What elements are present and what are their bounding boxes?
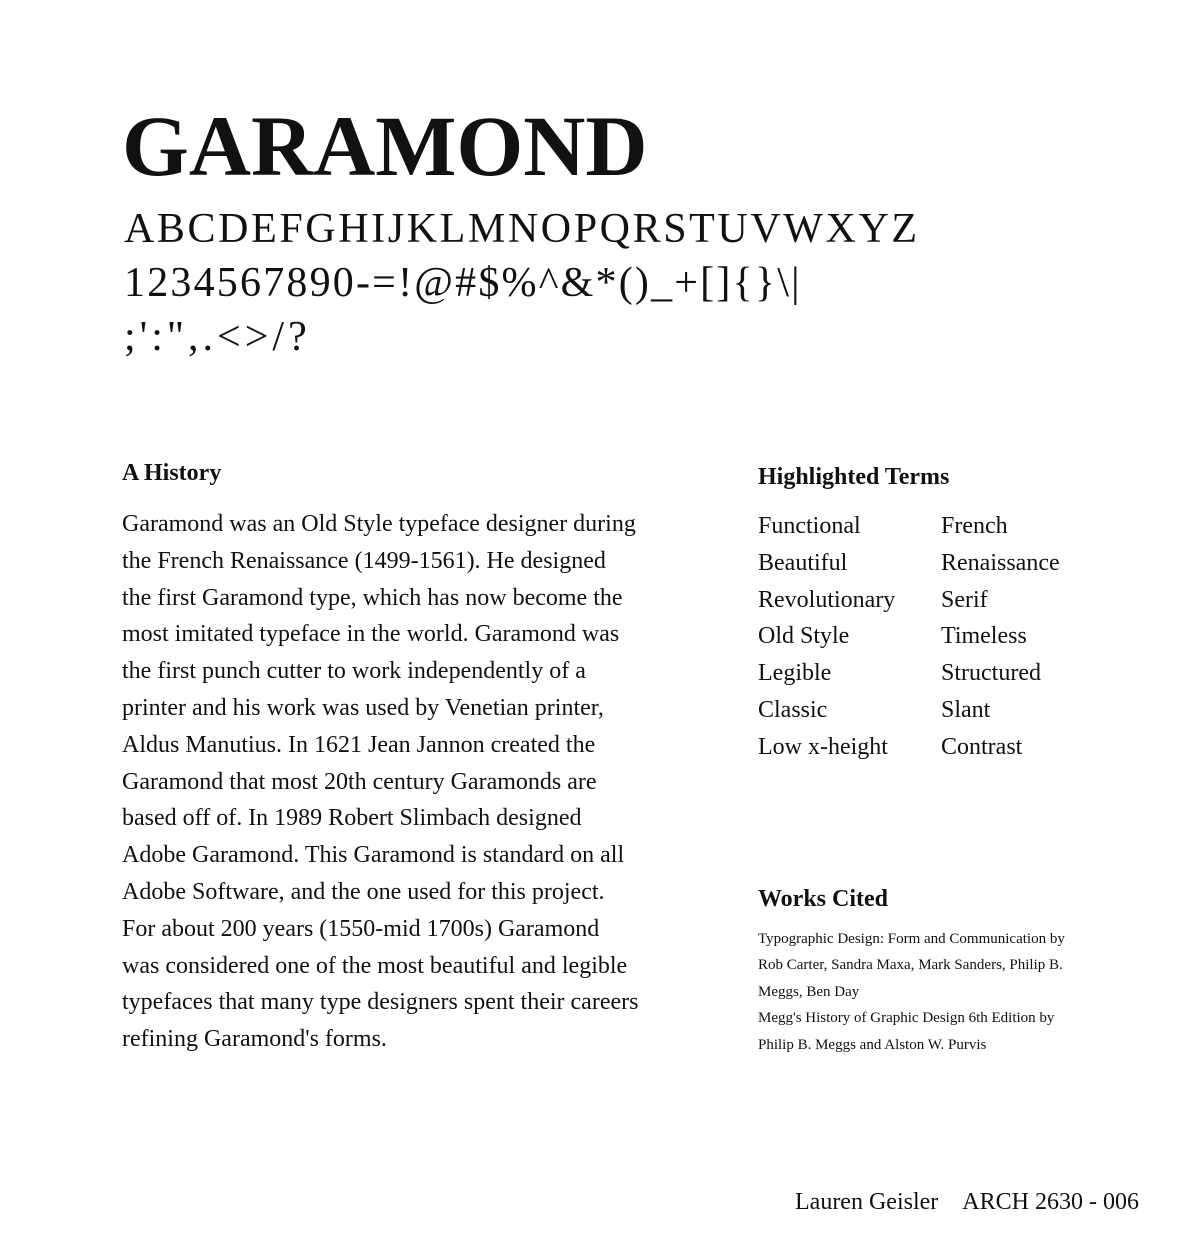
term-item: Slant — [941, 696, 991, 723]
works-cited-section — [758, 882, 1178, 1058]
history-line: Adobe Garamond. This Garamond is standard on all — [122, 842, 625, 869]
history-line: the French Renaissance (1499-1561). He designed — [122, 547, 606, 574]
history-line: was considered one of the most beautiful and legible — [122, 952, 628, 979]
history-heading: A History — [122, 460, 222, 486]
works-cited-heading: Works Cited — [758, 886, 889, 912]
specimen-punctuation: ;':",.<>/? — [124, 314, 311, 360]
citation-line: Megg's History of Graphic Design 6th Edition by — [758, 1010, 1055, 1027]
term-item: Timeless — [941, 623, 1027, 650]
term-item: Contrast — [941, 733, 1023, 760]
history-line: Adobe Software, and the one used for this project. — [122, 878, 605, 905]
history-line: typefaces that many type designers spent their careers — [122, 989, 639, 1016]
term-item: French — [941, 513, 1008, 539]
history-line: printer and his work was used by Venetian printer, — [122, 694, 604, 721]
term-item: Functional — [758, 513, 861, 539]
citation-list — [758, 926, 1178, 1058]
history-line: most imitated typeface in the world. Garamond was — [122, 621, 620, 648]
footer — [795, 1184, 1139, 1220]
citation-line: Philip B. Meggs and Alston W. Purvis — [758, 1036, 987, 1053]
specimen-uppercase: ABCDEFGHIJKLMNOPQRSTUVWXYZ — [124, 206, 920, 252]
page-title: GARAMOND — [122, 98, 648, 194]
course-code: ARCH 2630 - 006 — [962, 1189, 1139, 1215]
history-line: refining Garamond's forms. — [122, 1026, 387, 1053]
history-line: the first punch cutter to work independently of a — [122, 658, 586, 685]
history-line: Garamond was an Old Style typeface designer during — [122, 511, 636, 537]
history-line: Garamond that most 20th century Garamonds are — [122, 768, 597, 795]
term-item: Old Style — [758, 623, 850, 650]
term-item: Classic — [758, 696, 828, 723]
term-item: Beautiful — [758, 549, 848, 576]
history-section — [122, 456, 682, 1058]
term-item: Low x-height — [758, 733, 888, 760]
term-item: Revolutionary — [758, 586, 896, 613]
citation-line: Rob Carter, Sandra Maxa, Mark Sanders, Philip B. — [758, 957, 1063, 974]
history-paragraph — [122, 506, 682, 1058]
term-item: Serif — [941, 586, 988, 613]
citation-line: Typographic Design: Form and Communication by — [758, 931, 1065, 947]
history-line: based off of. In 1989 Robert Slimbach designed — [122, 805, 582, 832]
term-item: Structured — [941, 660, 1041, 687]
term-item: Legible — [758, 660, 832, 687]
terms-grid — [758, 508, 1158, 766]
term-item: Renaissance — [941, 549, 1060, 576]
history-line: the first Garamond type, which has now become the — [122, 584, 623, 611]
history-line: For about 200 years (1550-mid 1700s) Garamond — [122, 915, 600, 942]
history-line: Aldus Manutius. In 1621 Jean Jannon created the — [122, 731, 596, 758]
citation-line: Meggs, Ben Day — [758, 983, 860, 1000]
highlighted-terms-heading: Highlighted Terms — [758, 464, 950, 490]
highlighted-terms-section — [758, 460, 1158, 766]
author-name: Lauren Geisler — [795, 1189, 939, 1215]
specimen-digits-symbols: 1234567890-=!@#$%^&*()_+[]{}\| — [124, 260, 802, 306]
